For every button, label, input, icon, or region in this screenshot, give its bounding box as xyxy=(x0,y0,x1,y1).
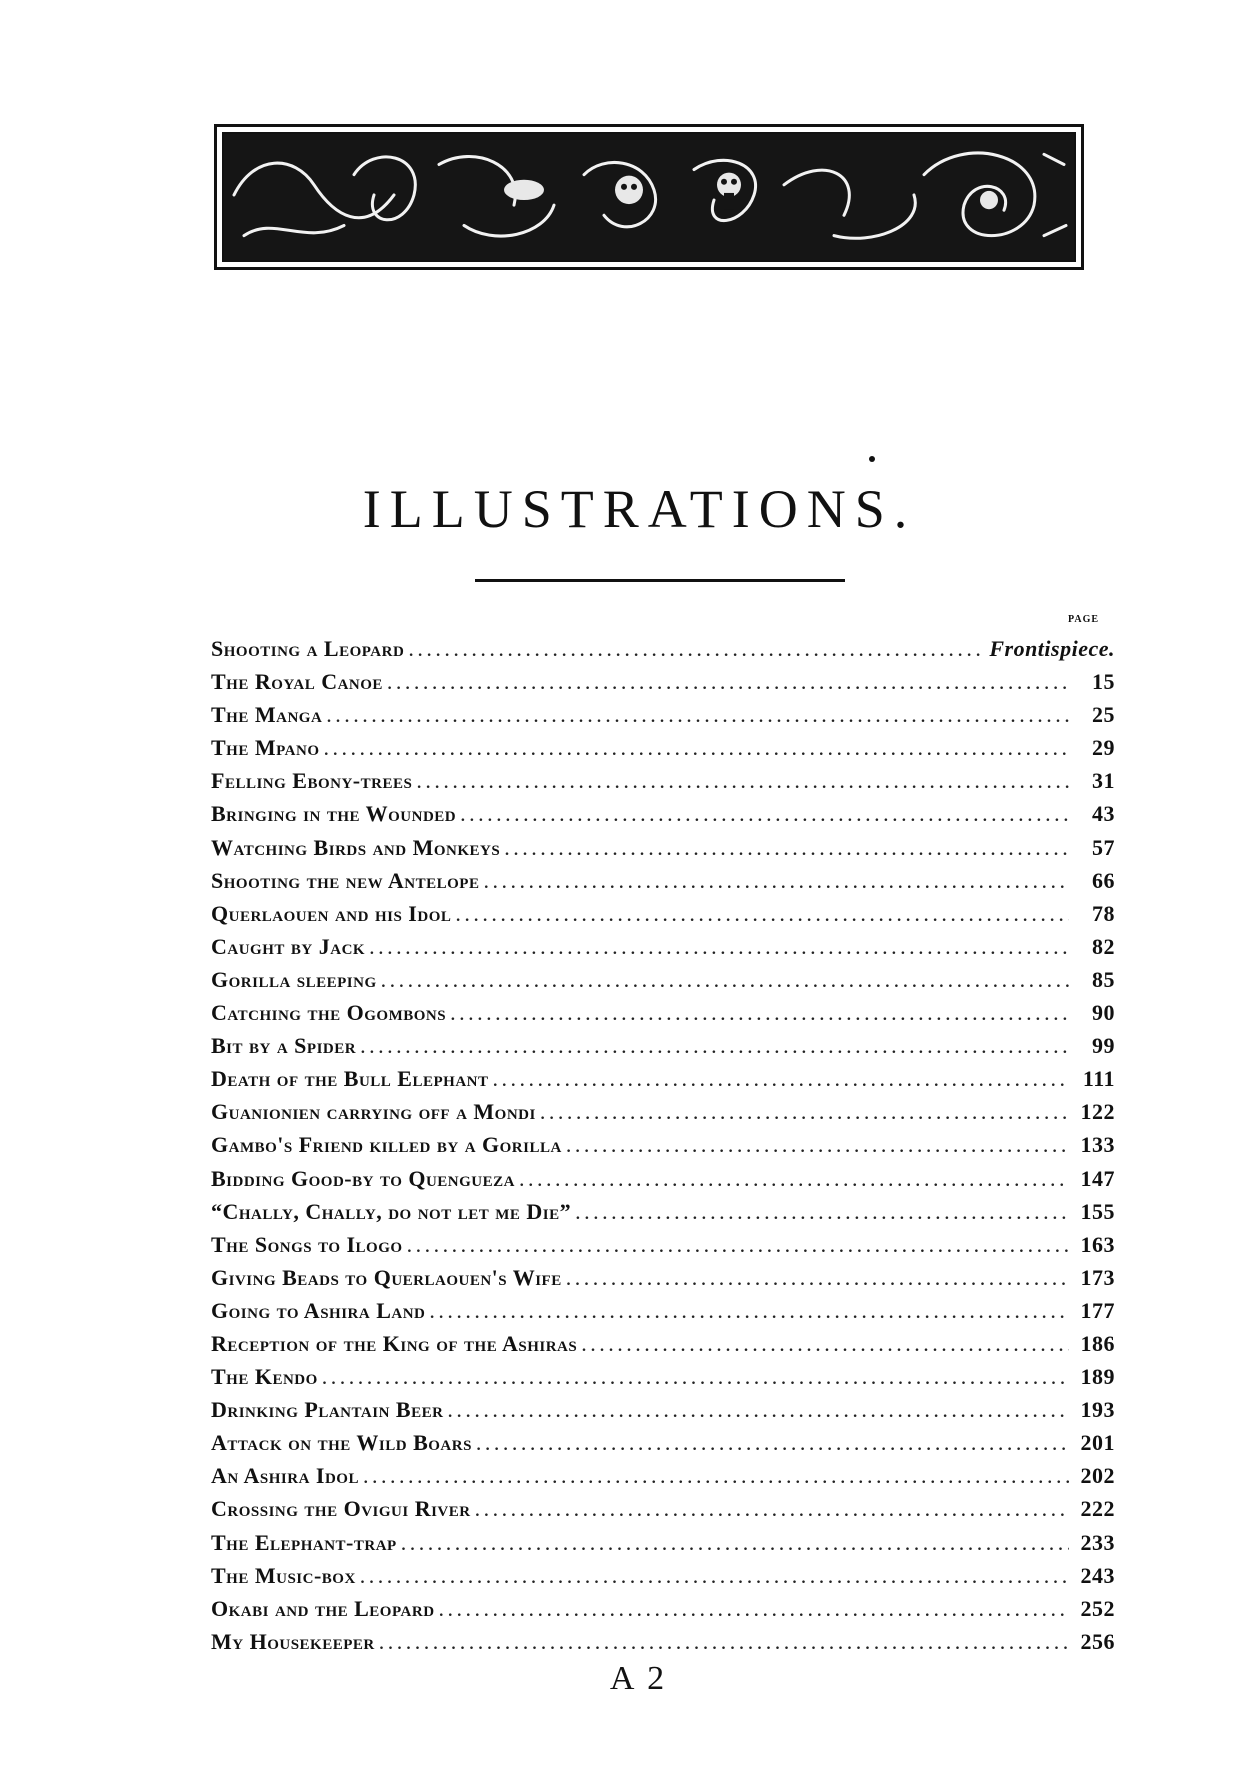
dot-leader xyxy=(566,1265,1069,1291)
entry-page: 189 xyxy=(1080,1364,1115,1390)
entry-page: Frontispiece. xyxy=(989,636,1115,661)
illustrations-list xyxy=(211,636,1115,1662)
signature-mark: A 2 xyxy=(609,1660,668,1697)
dot-leader xyxy=(324,735,1070,761)
dot-leader xyxy=(322,1364,1069,1390)
entry-title: Catching the Ogombons xyxy=(211,1000,447,1026)
dot-leader xyxy=(439,1596,1069,1622)
dot-leader xyxy=(401,1530,1069,1556)
entry-title: The Mpano xyxy=(211,735,320,761)
entry-title: Attack on the Wild Boars xyxy=(211,1430,472,1456)
entry-page: 85 xyxy=(1092,966,1115,992)
list-item xyxy=(211,1066,1115,1099)
entry-title: Caught by Jack xyxy=(211,933,366,959)
ornament-engraving xyxy=(224,134,1074,260)
entry-title: Okabi and the Leopard xyxy=(211,1595,435,1621)
entry-page: 29 xyxy=(1092,735,1115,761)
list-item xyxy=(211,768,1115,801)
entry-page: 186 xyxy=(1080,1330,1115,1356)
list-item xyxy=(211,1298,1115,1331)
entry-page: 43 xyxy=(1092,801,1115,827)
list-item xyxy=(211,801,1115,834)
list-item xyxy=(211,1430,1115,1463)
entry-page: 193 xyxy=(1080,1397,1115,1423)
dot-leader xyxy=(476,1430,1069,1456)
list-item xyxy=(211,1265,1115,1298)
entry-page: 222 xyxy=(1080,1496,1115,1522)
list-item xyxy=(211,669,1115,702)
dot-leader xyxy=(360,1033,1069,1059)
entry-page: 243 xyxy=(1080,1562,1115,1588)
entry-title: An Ashira Idol xyxy=(211,1463,359,1489)
list-item xyxy=(211,735,1115,768)
dot-leader xyxy=(387,669,1069,695)
entry-page: 122 xyxy=(1080,1099,1115,1125)
title-divider xyxy=(475,579,845,582)
dot-leader xyxy=(407,1232,1069,1258)
entry-title: The Songs to Ilogo xyxy=(211,1231,403,1257)
dot-leader xyxy=(455,901,1069,927)
entry-title: Gorilla sleeping xyxy=(211,966,377,992)
list-item xyxy=(211,1596,1115,1629)
dot-leader xyxy=(369,934,1069,960)
engraved-headpiece-ornament-icon xyxy=(222,132,1076,262)
list-item xyxy=(211,868,1115,901)
list-item xyxy=(211,1232,1115,1265)
ink-speck xyxy=(869,456,875,462)
dot-leader xyxy=(379,1629,1069,1655)
entry-title: Felling Ebony-trees xyxy=(211,768,413,794)
dot-leader xyxy=(519,1166,1069,1192)
list-item xyxy=(211,1530,1115,1563)
entry-page: 252 xyxy=(1080,1595,1115,1621)
entry-title: The Kendo xyxy=(211,1364,318,1390)
entry-title: Guanionien carrying off a Mondi xyxy=(211,1099,536,1125)
entry-page: 177 xyxy=(1080,1297,1115,1323)
list-item xyxy=(211,702,1115,735)
entry-page: 31 xyxy=(1092,768,1115,794)
entry-title: My Housekeeper xyxy=(211,1628,375,1654)
entry-title: The Royal Canoe xyxy=(211,669,383,695)
list-item xyxy=(211,1629,1115,1662)
entry-title: Bidding Good-by to Quengueza xyxy=(211,1165,515,1191)
list-item xyxy=(211,1563,1115,1596)
entry-title: Drinking Plantain Beer xyxy=(211,1397,444,1423)
dot-leader xyxy=(483,868,1069,894)
entry-page: 201 xyxy=(1080,1430,1115,1456)
dot-leader xyxy=(381,967,1069,993)
dot-leader xyxy=(460,801,1069,827)
entry-title: The Music-box xyxy=(211,1562,356,1588)
dot-leader xyxy=(566,1132,1069,1158)
dot-leader xyxy=(493,1066,1070,1092)
list-item xyxy=(211,1496,1115,1529)
list-item xyxy=(211,835,1115,868)
dot-leader xyxy=(540,1099,1069,1125)
entry-title: Bringing in the Wounded xyxy=(211,801,457,827)
entry-page: 155 xyxy=(1080,1198,1115,1224)
entry-page: 111 xyxy=(1082,1066,1115,1092)
dot-leader xyxy=(363,1463,1069,1489)
list-item xyxy=(211,1099,1115,1132)
dot-leader xyxy=(447,1397,1069,1423)
entry-page: 66 xyxy=(1092,867,1115,893)
entry-page: 133 xyxy=(1080,1132,1115,1158)
dot-leader xyxy=(504,835,1069,861)
list-item xyxy=(211,934,1115,967)
list-item xyxy=(211,1033,1115,1066)
entry-page: 90 xyxy=(1092,1000,1115,1026)
entry-title: “Chally, Chally, do not let me Die” xyxy=(211,1198,572,1224)
entry-title: Reception of the King of the Ashiras xyxy=(211,1330,578,1356)
entry-title: Gambo's Friend killed by a Gorilla xyxy=(211,1132,562,1158)
entry-page: 147 xyxy=(1080,1165,1115,1191)
list-item xyxy=(211,967,1115,1000)
entry-page: 25 xyxy=(1092,702,1115,728)
entry-page: 256 xyxy=(1080,1628,1115,1654)
entry-page: 173 xyxy=(1080,1264,1115,1290)
dot-leader xyxy=(408,636,985,662)
list-item xyxy=(211,901,1115,934)
entry-page: 233 xyxy=(1080,1529,1115,1555)
entry-page: 15 xyxy=(1092,669,1115,695)
page-column-label: PAGE xyxy=(1068,614,1100,625)
list-item xyxy=(211,636,1115,669)
entry-title: Watching Birds and Monkeys xyxy=(211,834,501,860)
list-item xyxy=(211,1199,1115,1232)
dot-leader xyxy=(429,1298,1069,1324)
entry-title: Giving Beads to Querlaouen's Wife xyxy=(211,1264,562,1290)
dot-leader xyxy=(475,1496,1069,1522)
entry-title: Querlaouen and his Idol xyxy=(211,900,452,926)
entry-page: 99 xyxy=(1092,1033,1115,1059)
entry-title: Shooting the new Antelope xyxy=(211,867,480,893)
entry-title: Crossing the Ovigui River xyxy=(211,1496,471,1522)
entry-page: 57 xyxy=(1092,834,1115,860)
list-item xyxy=(211,1364,1115,1397)
page-title: ILLUSTRATIONS. xyxy=(362,479,917,539)
headpiece-ornament xyxy=(214,124,1084,270)
entry-title: Death of the Bull Elephant xyxy=(211,1066,489,1092)
list-item xyxy=(211,1397,1115,1430)
list-item xyxy=(211,1000,1115,1033)
entry-page: 163 xyxy=(1080,1231,1115,1257)
entry-page: 78 xyxy=(1092,900,1115,926)
entry-title: The Manga xyxy=(211,702,323,728)
dot-leader xyxy=(326,702,1069,728)
dot-leader xyxy=(450,1000,1069,1026)
entry-page: 82 xyxy=(1092,933,1115,959)
entry-title: Going to Ashira Land xyxy=(211,1297,426,1323)
entry-title: The Elephant-trap xyxy=(211,1529,397,1555)
list-item xyxy=(211,1331,1115,1364)
dot-leader xyxy=(416,768,1069,794)
list-item xyxy=(211,1463,1115,1496)
entry-page: 202 xyxy=(1080,1463,1115,1489)
list-item xyxy=(211,1166,1115,1199)
entry-title: Shooting a Leopard xyxy=(211,636,405,661)
dot-leader xyxy=(575,1199,1069,1225)
entry-title: Bit by a Spider xyxy=(211,1033,357,1059)
dot-leader xyxy=(581,1331,1069,1357)
list-item xyxy=(211,1132,1115,1165)
dot-leader xyxy=(360,1563,1069,1589)
